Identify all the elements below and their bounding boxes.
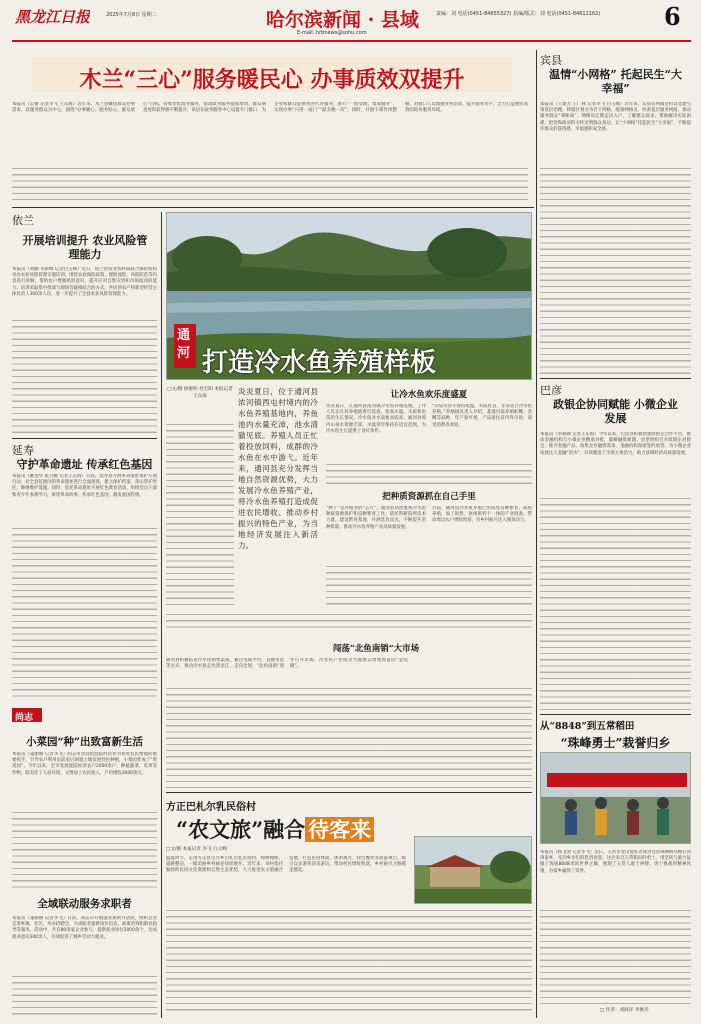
shangzhi-body-1: 本报讯（董丽丽 记者李飞）尚志市坚持把庭院经济作为促进农民增收的重要抓手，引导农户利用房前屋后闲置土地发展特色种植，小菜园变成了“致富园”。今年以来，全市发展庭院经济农户2000余户，种植蔬菜、瓜果等作物，既美化了人居环境，又增加了农民收入，户均增收3000余元。 (12, 752, 157, 776)
shangzhi-body-2: 本报讯（董丽丽 记者李飞）日前，尚志市开展就业援助月活动，组织企业走进乡镇、社区，举办招聘会，为求职者提供岗位信息、政策咨询和职业指导等服务。活动中，共有80余家企业参与，提供就业岗位2000余个，达成就业意向300余人，有效促进了城乡劳动力就业。 (12, 916, 157, 940)
lead-story (12, 54, 532, 204)
tonghe-body-e: 通河县积极拓宽冷水鱼销售渠道，通过电商平台、直播带货等方式，推动冷水鱼走出黑龙江、走向全国，“北鱼南销”逐步打开市场，冷水鱼产业成为当地群众增收致富的“金饭碗”。 (166, 658, 408, 670)
section-title: 哈尔滨新闻 · 县域 (266, 9, 419, 31)
left-column (12, 212, 157, 1018)
right-column-rule (536, 50, 537, 1018)
fangzheng-photo (414, 836, 532, 904)
binxian-headline: 温情“小网格” 托起民生“大幸福” (549, 68, 682, 95)
shangzhi-body-1-continuation (12, 810, 157, 892)
tonghe-body-c: “种子”是养殖业的“芯片”。通河县高度重视冷水鱼种质资源保护和良种繁育工作，依托科研院所技术力量，建设繁育基地，开展选育攻关，不断提升苗种质量，推动冷水鱼养殖产业高质量发展。 (326, 506, 426, 530)
tonghe-body-continuation-3 (326, 564, 532, 608)
wuchang-photo (540, 752, 691, 844)
village-image (415, 837, 532, 904)
tonghe-feature (166, 212, 532, 790)
fangzheng-body-continuation (166, 908, 532, 1014)
wuchang-headline: “珠峰勇士”栽誉归乡 (560, 736, 671, 750)
yanshou-tag: 延寿 (12, 444, 34, 457)
binxian-body-continuation (540, 166, 691, 376)
fangzheng-story (166, 796, 532, 1018)
welcome-ceremony-image (541, 753, 691, 844)
bayan-body: 本报讯（李骐骥 记者王东海）今年以来，巴彦县积极搭建政银企合作平台，推动金融机构与小微企业精准对接，破解融资难题。县里组织召开政银企对接会，推介金融产品，收集企业融资需求，金融机构现场签约放贷，为小微企业发展注入金融“活水”，有效激发了市场主体活力，助力县域经济高质量发展。 (540, 432, 691, 456)
tonghe-left-continuation (166, 422, 234, 608)
binxian-body: 本报讯（王建杰 王广林 记者李飞 白玉峰）近年来，宾县宾州镇坚持以党建引领基层治理，将辖区划分为若干网格，配备网格员，织密基层服务网络，推动服务群众“零距离”。网格员定期走访入户，了解群众诉求，帮助解决实际困难，把党和政府的关怀送到群众身边，让“小网格”托起民生“大幸福”，不断提升群众的获得感、幸福感和安全感。 (540, 102, 691, 132)
tonghe-body-continuation-1 (326, 462, 532, 488)
tonghe-byline: □文/摄 杨俊明 杜宏阳 本报记者 王东海 (167, 387, 233, 399)
yanshou-body: 本报讯（戴金华 张月婉 记者王东海）日前，延寿县开展革命遗址保护专项行动，对全县范围内的革命遗址进行全面排查，建立保护档案，落实管护责任，修缮维护设施。同时，依托革命遗址开展红色教育活动，组织党员干部和青少年参观学习，讲述革命故事，传承红色基因，激发爱国热情。 (12, 474, 157, 498)
left-column-rule (161, 212, 162, 1018)
tonghe-headline: 打造冷水鱼养殖样板 (202, 348, 437, 378)
yilan-body-continuation (12, 318, 157, 436)
fangzheng-divider (166, 792, 532, 793)
tonghe-body-continuation-4 (166, 686, 532, 788)
binxian-tag: 宾县 (540, 54, 562, 67)
section-email: E-mail: hrbnews@sohu.com (297, 30, 367, 36)
tonghe-subhead-1: 让冷水鱼欢乐度盛夏 (390, 390, 468, 400)
masthead-rule (12, 40, 691, 42)
lead-headline: 木兰“三心”服务暖民心 办事质效双提升 (79, 67, 465, 93)
tonghe-body-continuation-2 (166, 612, 532, 632)
right-column (540, 52, 691, 1018)
editor-phone: 电话(0451-84655327) (457, 11, 512, 17)
fangzheng-headline (176, 814, 436, 844)
issue-date: 2025年7月8日 星期二 (106, 12, 157, 18)
wuchang-body-continuation (540, 908, 691, 1004)
tonghe-subhead-3: 闯荡“北鱼南销”大市场 (332, 644, 420, 654)
shangzhi-headline-2: 全域联动服务求职者 (37, 898, 132, 910)
editor-info (436, 10, 600, 17)
tonghe-body-b: “山泉水常年保持低温，水质优良，非常适合冷水鱼养殖。”养殖场负责人介绍，基地目前养殖虹鳟、金鳟等品种，年产量可观，产品销往省内外市场，深受消费者欢迎。 (432, 404, 532, 428)
tonghe-body-a: 炎炎夏日，在通河县浓河镇冷水鱼养殖基地，工作人员正在对养殖池进行巡查，检查水温、水质和鱼苗的生长情况。冷水鱼对水质要求较高，通河县境内山泉水资源丰富，水温常年保持在适宜范围，为冷水鱼生长提供了良好条件。 (326, 404, 426, 434)
paper-name: 黑龙江日报 (15, 8, 91, 26)
lead-body: 本报讯（吴俊 记者李飞 王东海）近年来，木兰县聚焦群众办事需求，以服务群众为中心，围绕“办事暖心、服务贴心、群众放心”目标，持续优化政务服务，推动政务服务提质增效，群众满意度和获得感不断提升。该县在政务服务中心设置专门窗口，为企业和群众提供帮办代办服务，推行“一窗受理、集成服务”，实现办事“只进一扇门”“最多跑一次”。同时，开展干部作风整顿，对窗口人员加强业务培训，提升服务水平，全力打造便民高效的政务服务环境。 (12, 102, 528, 114)
page-number: 6 (664, 2, 681, 31)
editor: 责编：刘 (436, 11, 457, 17)
fangzheng-headline-highlight: 待客来 (305, 817, 374, 842)
bayan-divider (540, 378, 691, 379)
yanshou-divider (12, 438, 157, 439)
tonghe-subhead-2: 把种质资源抓在自己手里 (382, 492, 476, 502)
wuchang-body: 本报讯（杨飞羽 记者李飞）近日，五常市登山爱好者成功登顶珠穆朗玛峰后回到家乡，受到乡亲们的热烈欢迎。这位来自五常稻田的勇士，用坚韧与毅力征服了海拔8848米的世界之巅，展现了五常人敢于拼搏、勇于挑战的精神风貌，为家乡赢得了荣誉。 (540, 850, 691, 874)
fangzheng-headline-main: “农文旅”融合 (176, 817, 306, 842)
yilan-headline: 开展培训提升 农业风险管理能力 (22, 234, 148, 261)
masthead (0, 0, 701, 46)
designer-phone: 电话(0451-84612162) (546, 11, 601, 17)
wuchang-signature: □ 作者：刘海洋 李俊杰 (600, 1008, 649, 1013)
shangzhi-body-2-continuation (12, 974, 157, 1016)
bayan-body-continuation (540, 496, 691, 714)
lead-body-continuation (12, 166, 528, 202)
fangzheng-tag: 方正巴札尔乳民俗村 (166, 802, 256, 813)
designer: 执编/版式：刘 (513, 11, 545, 17)
bayan-headline: 政银企协同赋能 小微企业发展 (553, 398, 678, 425)
yilan-body: 本报讯（黄鹏 李新峰 记者白玉峰）近日，依兰县农业农村局联合保险机构举办农业风险管理专题培训，围绕农业保险政策、理赔流程、风险防范等内容进行讲解，帮助农户增强风险意识，提升应对自然灾害和市场波动的能力。培训采取集中授课与现场答疑相结合的方式，共培训农户和新型经营主体负责人300余人次，进一步提升了全县农业风险管理能力。 (12, 267, 157, 297)
tonghe-tag: 通河 (177, 328, 191, 361)
bayan-tag: 巴彦 (540, 384, 562, 397)
wuchang-tag: 从“8848”到五常稻田 (540, 721, 635, 732)
fangzheng-body: 盛夏时节，走进方正县宝兴乡巴札尔乳民俗村，绿树掩映、道路整洁，一幅美丽乡村画卷徐徐展开。近年来，该村依托独特的民俗文化资源和自然生态优势，大力推进农文旅融合发展，打造民俗体验、休闲观光、特色餐饮等旅游项目，吸引众多游客前来游玩，带动村民增收致富，乡村振兴之路越走越宽。 (166, 856, 406, 874)
wuchang-divider (540, 714, 691, 715)
tonghe-intro: 炎炎夏日，位于通河县浓河镇西屯村境内的冷水鱼养殖基地内，养鱼池内水量充沛，池水清澈见底。养殖人员正忙着投放饲料，成群的冷水鱼在水中游弋。近年来，通河县充分发挥当地自然资源优势，大力发展冷水鱼养殖产业，将冷水鱼养殖打造成促进农民增收、推动乡村振兴的特色产业，为当地经济发展注入新活力。 (238, 387, 318, 550)
fangzheng-byline: □文/摄 本报记者 李飞 白云峰 (166, 847, 227, 852)
yanshou-body-continuation (12, 526, 157, 701)
shangzhi-tag: 尚志 (15, 713, 34, 723)
lead-divider (12, 207, 534, 208)
shangzhi-headline-1: 小菜园“种”出致富新生活 (25, 736, 144, 748)
tonghe-body-d: 目前，通河县冷水鱼养殖已形成集苗种繁育、成鱼养殖、加工销售、休闲垂钓于一体的产业链条，带动周边农户增收致富，为乡村振兴注入强劲动力。 (432, 506, 532, 524)
yanshou-headline: 守护革命遗址 传承红色基因 (16, 458, 153, 471)
yilan-tag: 依兰 (12, 214, 34, 227)
